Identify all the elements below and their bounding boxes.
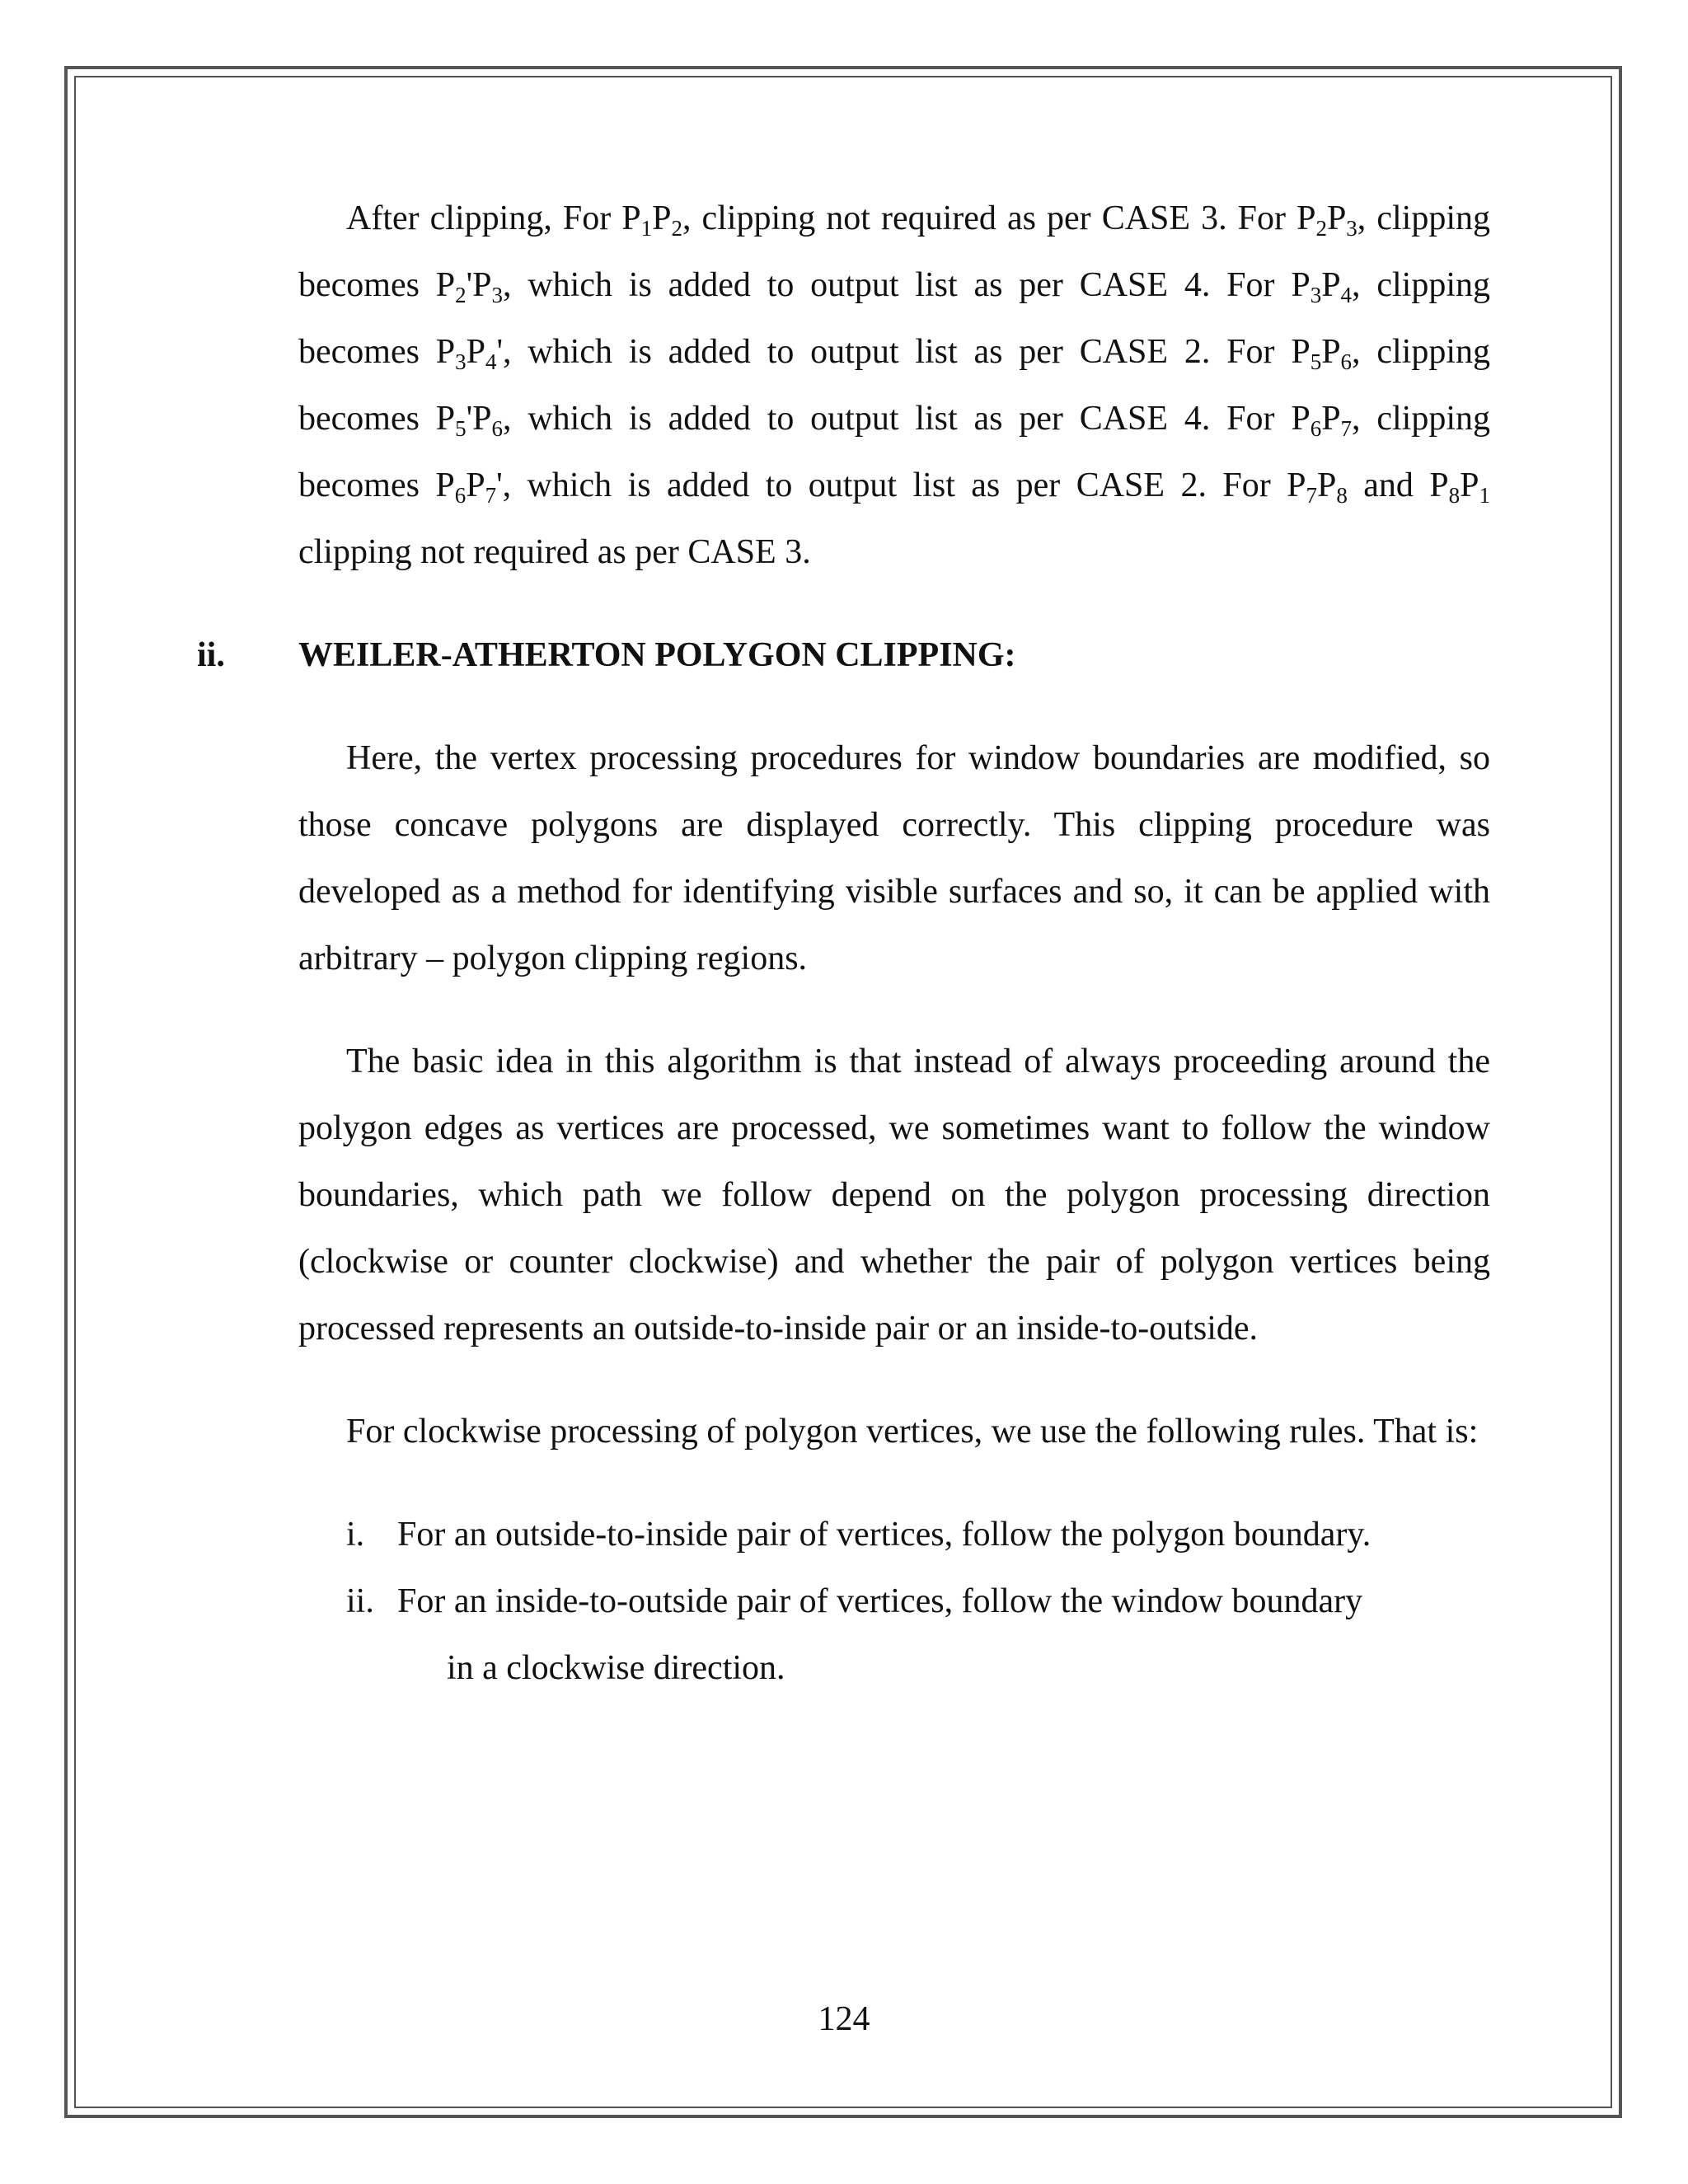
rule-item (298, 1502, 1490, 1568)
section-title: WEILER-ATHERTON POLYGON CLIPPING: (298, 636, 1016, 674)
basic-idea-paragraph: The basic idea in this algorithm is that instead of always proceeding around the polygon edges as vertices are processed, we sometimes want to follow the window boundaries, which path we follow depend on the polygon processing direction (clockwise or counter clockwise) and whether the pair of polygon vertices being processed represents an outside-to-inside pair or an inside-to-outside. (298, 1043, 1490, 1347)
rule-marker: ii. (346, 1582, 374, 1620)
rules-list (298, 1502, 1490, 1702)
section-number: ii. (197, 636, 225, 674)
section-heading (197, 622, 1490, 689)
rule-text-continuation: in a clockwise direction. (447, 1649, 785, 1687)
rules-intro-paragraph: For clockwise processing of polygon vertices, we use the following rules. That is: (346, 1413, 1479, 1451)
intro-paragraph: Here, the vertex processing procedures for window boundaries are modified, so those concave polygons are displayed correctly. This clipping procedure was developed as a method for identifying visible surfaces and so, it can be applied with arbitrary – polygon clipping regions. (298, 739, 1490, 977)
rule-marker: i. (346, 1516, 365, 1554)
page-content (197, 185, 1491, 1702)
clipping-result-paragraph: After clipping, For $P_1P_2$, clipping not required as per CASE 3. For $P_2P_3$, clipping becomes $P_2'P_3$, which is added to output list as per CASE 4. For $P_3P_4$, clipping becomes $P_3P_4'$, which is added to output list as per CASE 2. For $P_5P_6$, clipping becomes $P_5'P_6$, which is added to output list as per CASE 4. For $P_6P_7$, clipping becomes $P_6P_7'$, which is added to output list as per CASE 2. For $P_7P_8$ and $P_8P_1$ clipping not required as per CASE 3. (298, 199, 1491, 571)
rule-text: For an inside-to-outside pair of vertices, follow the window boundary (397, 1582, 1363, 1620)
rule-text: For an outside-to-inside pair of vertices, follow the polygon boundary. (397, 1516, 1372, 1554)
page-number: 124 (818, 2000, 870, 2038)
rule-item (298, 1568, 1490, 1702)
